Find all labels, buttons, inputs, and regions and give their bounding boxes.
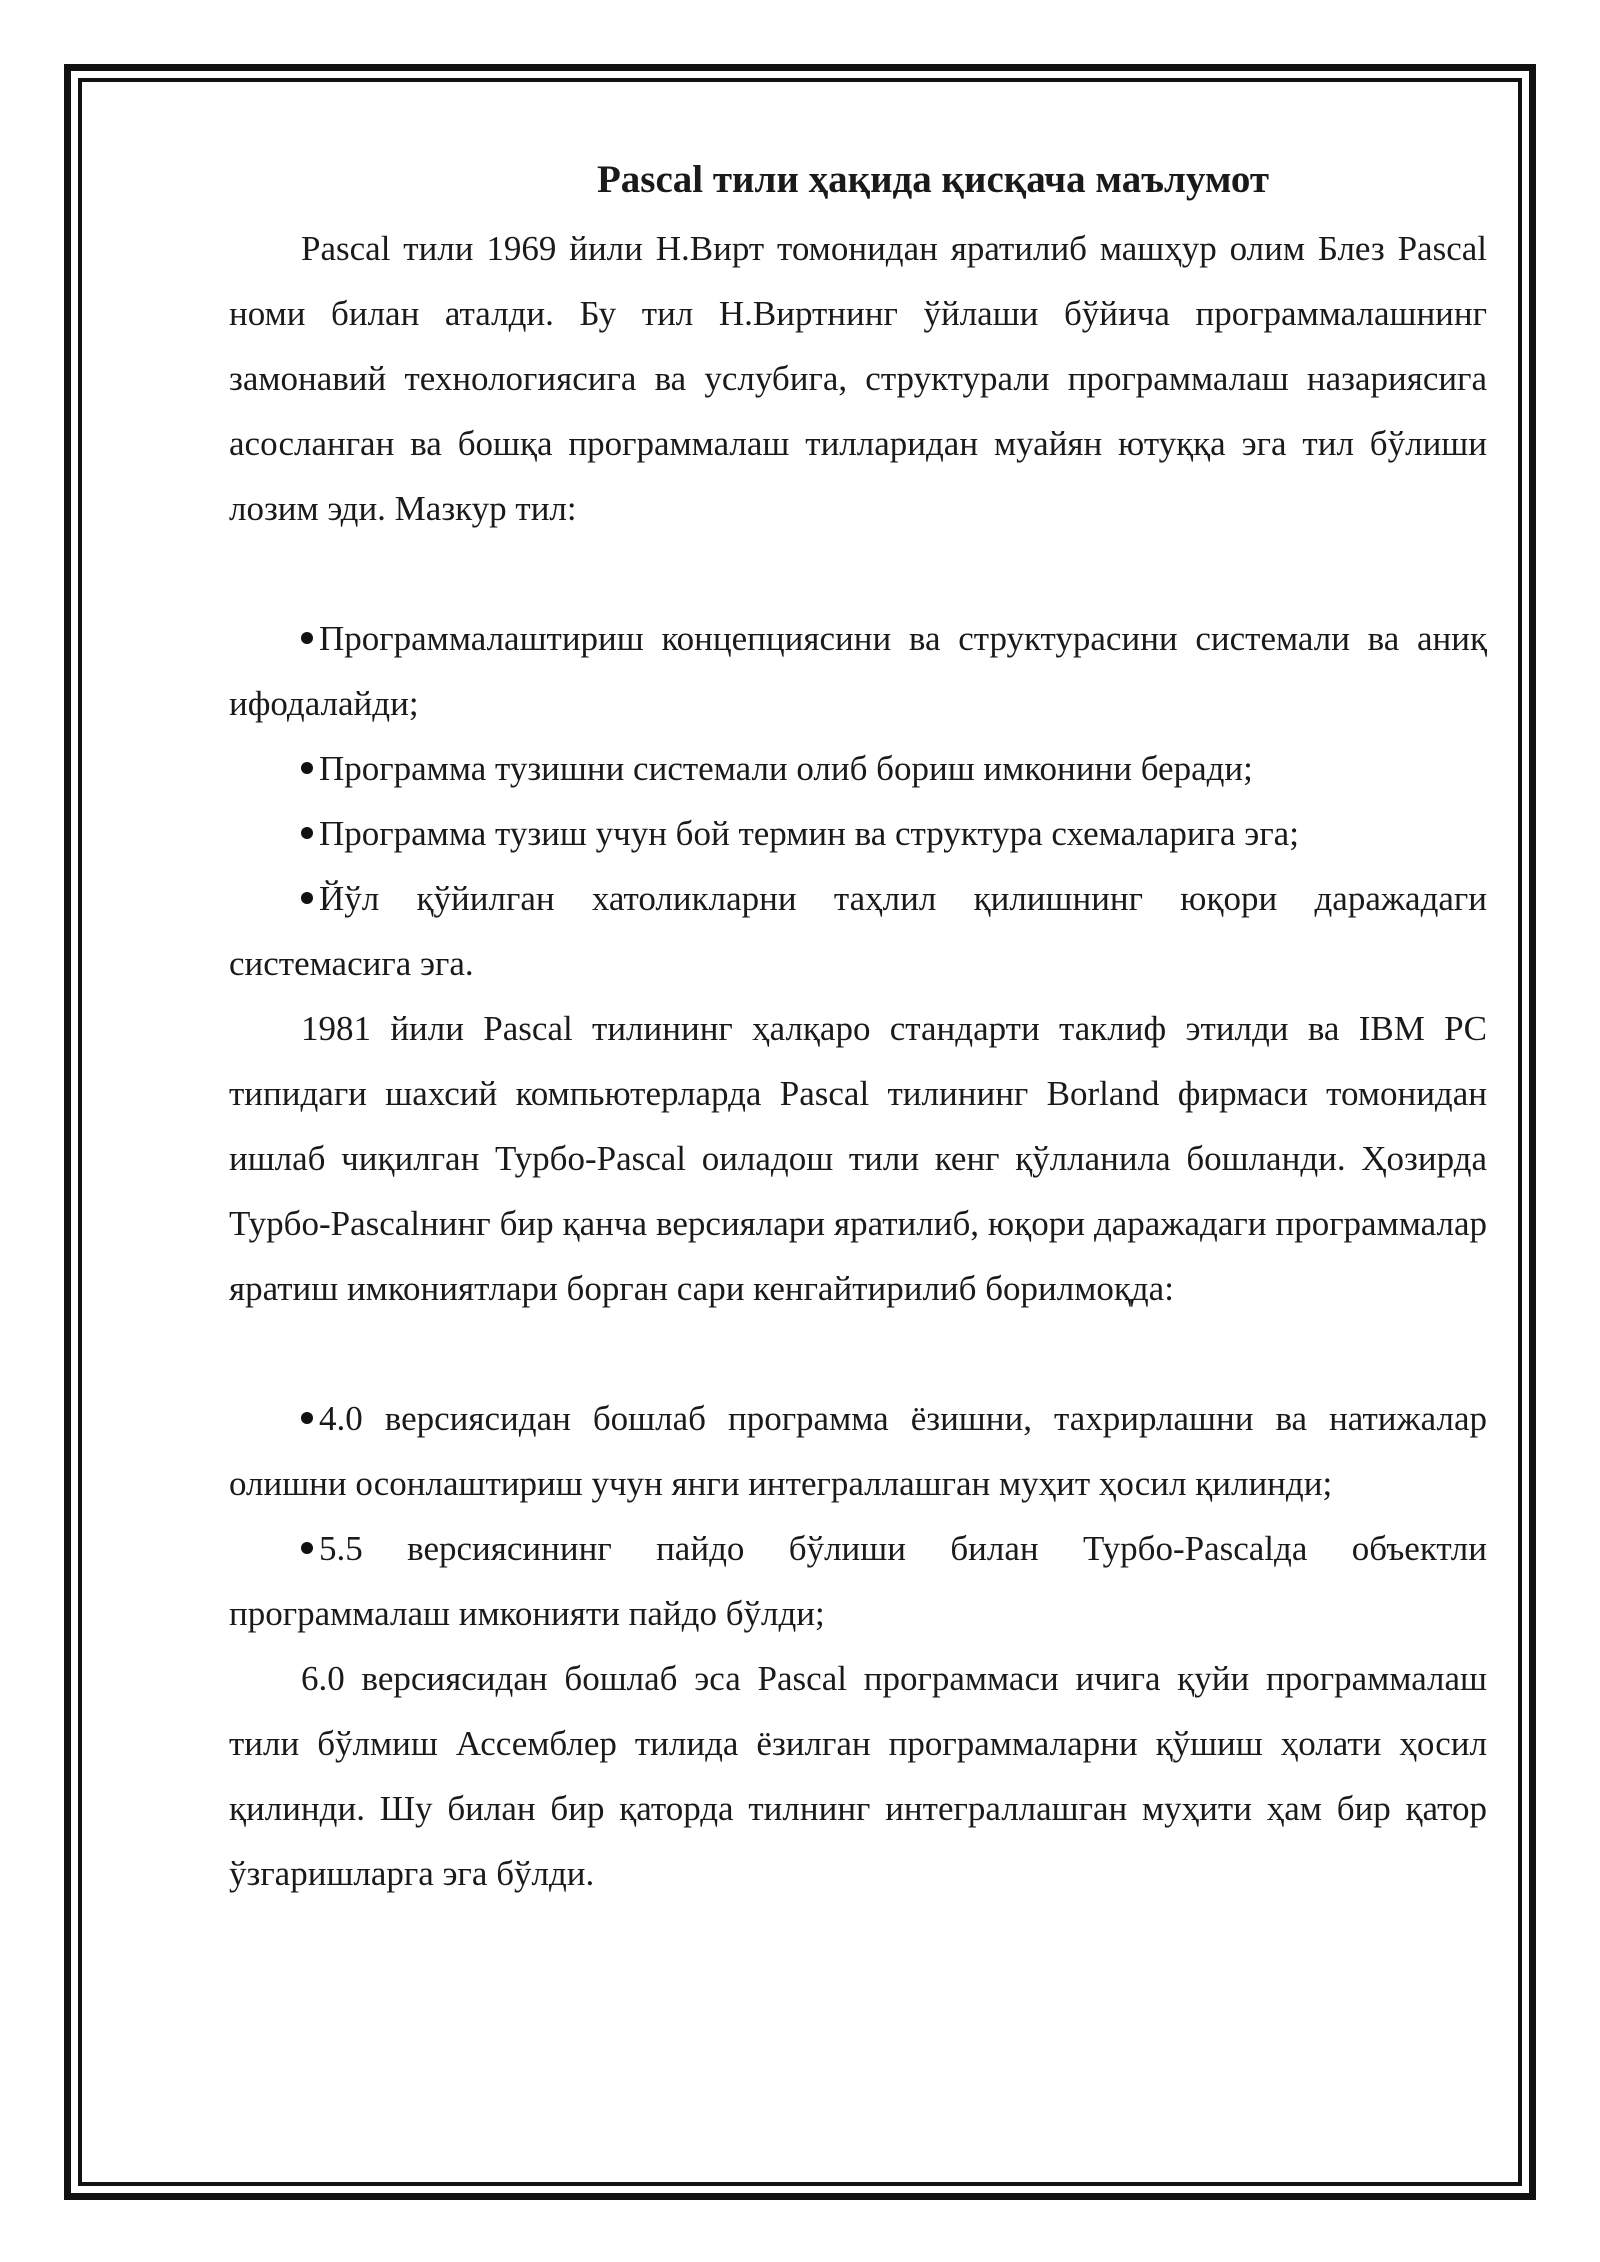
intro-paragraph: Pascal тили 1969 йили Н.Вирт томонидан яратилиб машҳур олим Блез Pascal номи билан аталди. Бу тил Н.Виртнинг ўйлаши бўйича программалашнинг замонавий технологиясига ва услубига, структурали программалаш назариясига асосланган ва бошқа программалаш тилларидан муайян ютуққа эга тил бўлиши лозим эди. Мазкур тил:: [229, 229, 1487, 528]
list-item: [229, 606, 1487, 736]
list-item: [229, 1386, 1487, 1516]
bullet-icon: [301, 1542, 313, 1554]
document-title: Pascal тили ҳақида қисқача маълумот: [596, 158, 1270, 201]
bullet-icon: [301, 762, 313, 774]
bullet-icon: [301, 892, 313, 904]
list-item-text: Йўл қўйилган хатоликларни таҳлил қилишнинг юқори даражадаги системасига эга.: [229, 879, 1487, 983]
spacer: [229, 1321, 1487, 1386]
closing-paragraph: 6.0 версиясидан бошлаб эса Pascal программаси ичига қуйи программалаш тили бўлмиш Ассемблер тилида ёзилган программаларни қўшиш ҳолати ҳосил қилинди. Шу билан бир қаторда тилнинг интеграллашган муҳити ҳам бир қатор ўзгаришларга эга бўлди.: [229, 1659, 1487, 1893]
list-item-text: Программа тузишни системали олиб бориш имконини беради;: [319, 749, 1253, 788]
document-body: [229, 148, 1487, 1906]
list-item: [229, 866, 1487, 996]
list-item-text: Программа тузиш учун бой термин ва структура схемаларига эга;: [319, 814, 1299, 853]
history-paragraph: 1981 йили Pascal тилининг ҳалқаро стандарти таклиф этилди ва IBM PC типидаги шахсий компьютерларда Pascal тилининг Borland фирмаси томонидан ишлаб чиқилган Турбо-Pascal оиладош тили кенг қўлланила бошланди. Ҳозирда Турбо-Pascalнинг бир қанча версиялари яратилиб, юқори даражадаги программалар яратиш имкониятлари борган сари кенгайтирилиб борилмоқда:: [229, 1009, 1487, 1308]
bullet-icon: [301, 827, 313, 839]
bullet-icon: [301, 632, 313, 644]
list-item: [229, 801, 1487, 866]
list-item-text: 5.5 версиясининг пайдо бўлиши билан Турбо-Pascalда объектли программалаш имконияти пайдо бўлди;: [229, 1529, 1487, 1633]
spacer: [229, 541, 1487, 606]
list-item: [229, 1516, 1487, 1646]
bullet-icon: [301, 1412, 313, 1424]
list-item-text: 4.0 версиясидан бошлаб программа ёзишни, тахрирлашни ва натижалар олишни осонлаштириш учун янги интеграллашган муҳит ҳосил қилинди;: [229, 1399, 1487, 1503]
list-item-text: Программалаштириш концепциясини ва структурасини системали ва аниқ ифодалайди;: [229, 619, 1487, 723]
list-item: [229, 736, 1487, 801]
